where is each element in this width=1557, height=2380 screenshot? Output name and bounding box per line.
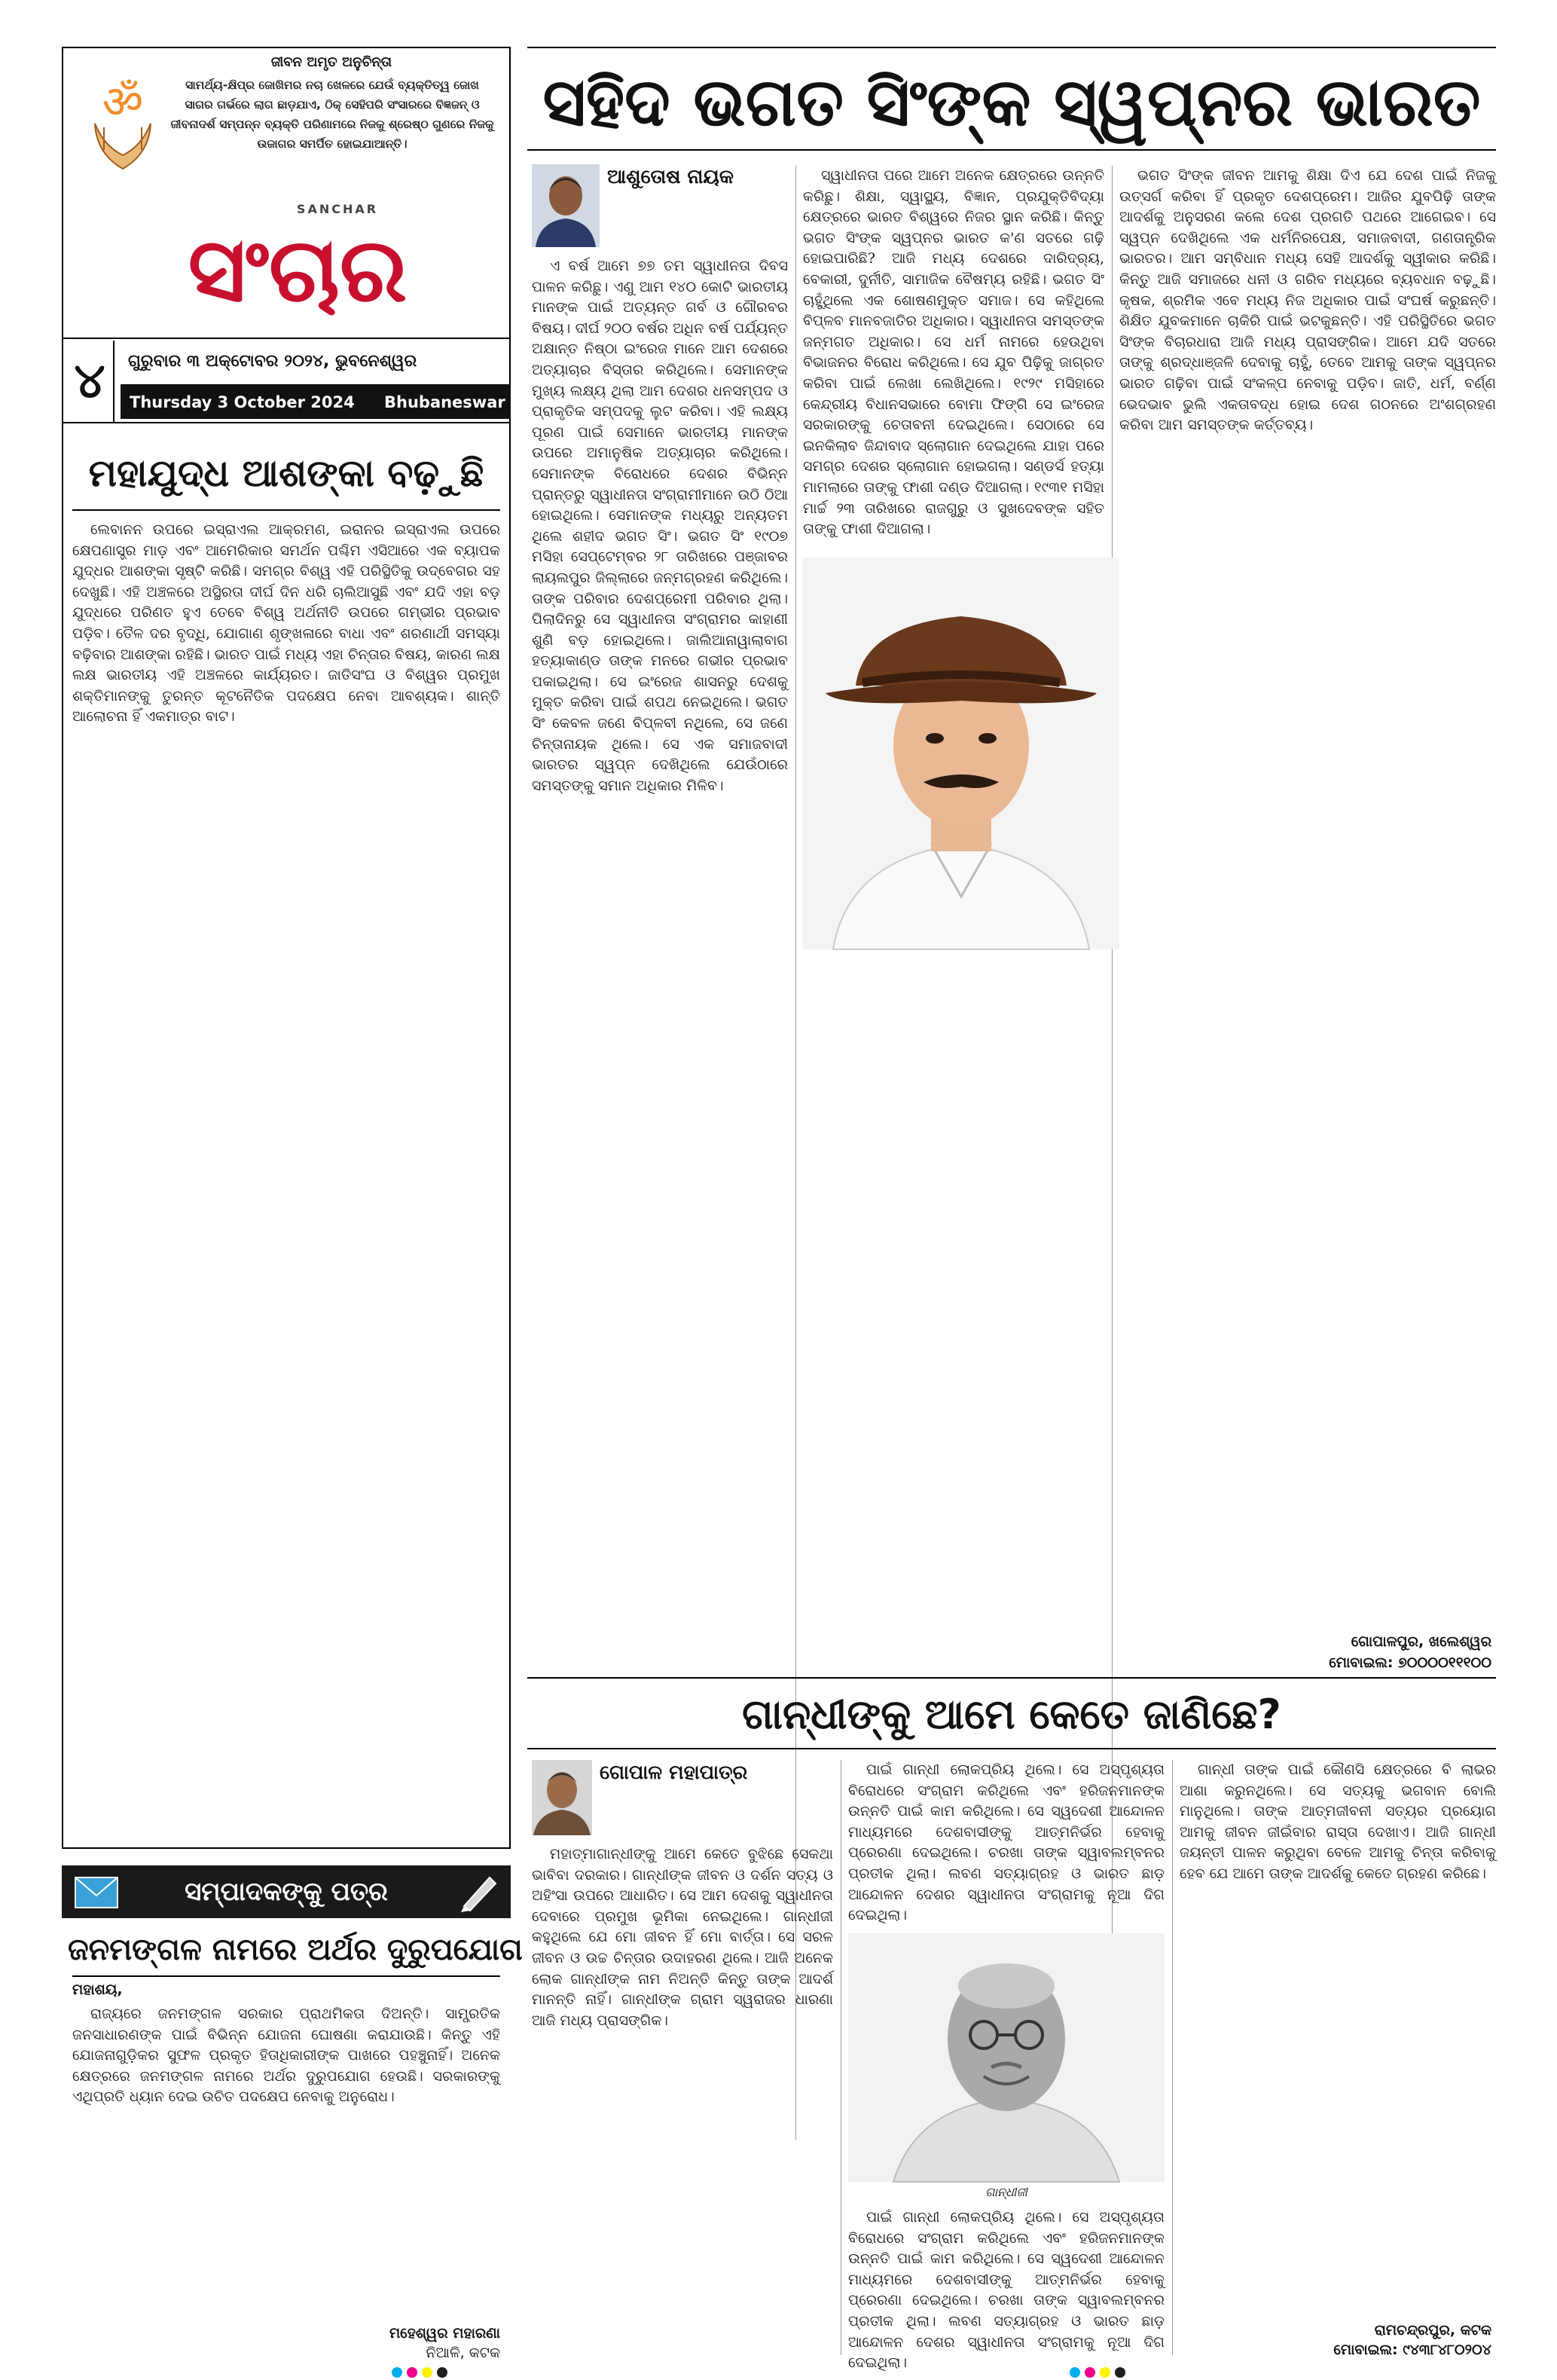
date-english: Thursday 3 October 2024 [130, 393, 355, 411]
letter-headline: ଜନମଙ୍ଗଳ ନାମରେ ଅର୍ଥର ଦୁରୁପଯୋଗ [68, 1932, 523, 1967]
article2-headline-rule [527, 1748, 1496, 1749]
sanchar-logo: ସଂଚାର [188, 218, 408, 322]
logo-latin: SANCHAR [296, 202, 379, 216]
envelope-icon [72, 1871, 121, 1912]
article2-headline: ଗାନ୍ଧୀଙ୍କୁ ଆମେ କେତେ ଜାଣିଛେ? [742, 1691, 1281, 1738]
article1-col-divider-1 [795, 166, 796, 2140]
article2-column-1 [532, 1844, 833, 2349]
letter-author: ମହେଶ୍ୱର ମହାରଣା [389, 2325, 500, 2342]
letter-place: ନିଆଳି, କଟକ [426, 2345, 500, 2361]
article2-col1-text: ମହାତ୍ମାଗାନ୍ଧୀଙ୍କୁ ଆମେ କେତେ ବୁଝିଛେ ସେକଥା ଭାବିବା ଦରକାର। ଗାନ୍ଧୀଙ୍କ ଜୀବନ ଓ ଦର୍ଶନ ସତ୍ୟ ଓ ଅହିଂସା ଉପରେ ଆଧାରିତ। ସେ ଆମ ଦେଶକୁ ସ୍ୱାଧୀନତା ଦେବାରେ ପ୍ରମୁଖ ଭୂମିକା ନେଇଥିଲେ। ଗାନ୍ଧୀଜୀ କହୁଥିଲେ ଯେ ମୋ ଜୀବନ ହିଁ ମୋ ବାର୍ତ୍ତା। ସେ ସରଳ ଜୀବନ ଓ ଉଚ୍ଚ ଚିନ୍ତାର ଉଦାହରଣ ଥିଲେ। ଆଜି ଅନେକ ଲୋକ ଗାନ୍ଧୀଙ୍କ ନାମ ନିଅନ୍ତି କିନ୍ତୁ ତାଙ୍କ ଆଦର୍ଶ ମାନନ୍ତି ନାହିଁ। ଗାନ୍ଧୀଙ୍କ ଗ୍ରାମ ସ୍ୱରାଜର ଧାରଣା ଆଜି ମଧ୍ୟ ପ୍ରାସଙ୍ଗିକ। [532, 1846, 833, 2029]
article2-top-rule [527, 1677, 1496, 1679]
editorial-body [72, 520, 500, 1840]
article1-headline-rule [527, 149, 1496, 151]
article2-column-3 [1180, 1760, 1496, 2317]
article2-column-2 [848, 1760, 1165, 1929]
article1-author-place: ଗୋପାଳପୁର, ଖଲେଶ୍ୱର [1351, 1633, 1491, 1650]
editorial-paragraph: ଲେବାନନ ଉପରେ ଇସ୍ରାଏଲ ଆକ୍ରମଣ, ଇରାନର ଇସ୍ରାଏଲ ଉପରେ କ୍ଷେପଣାସ୍ତ୍ର ମାଡ଼ ଏବଂ ଆମେରିକାର ସମର୍ଥନ ପଶ୍ଚିମ ଏସିଆରେ ଏକ ବ୍ୟାପକ ଯୁଦ୍ଧର ଆଶଙ୍କା ସୃଷ୍ଟି କରିଛି। ସମଗ୍ର ବିଶ୍ୱ ଏହି ପରିସ୍ଥିତିକୁ ଉଦ୍‌ବେଗର ସହ ଦେଖୁଛି। ଏହି ଅଞ୍ଚଳରେ ଅସ୍ଥିରତା ଦୀର୍ଘ ଦିନ ଧରି ଚାଲିଆସୁଛି ଏବଂ ଯଦି ଏହା ବଡ଼ ଯୁଦ୍ଧରେ ପରିଣତ ହୁଏ ତେବେ ବିଶ୍ୱ ଅର୍ଥନୀତି ଉପରେ ଗମ୍ଭୀର ପ୍ରଭାବ ପଡ଼ିବ। ତୈଳ ଦର ବୃଦ୍ଧି, ଯୋଗାଣ ଶୃଙ୍ଖଳାରେ ବାଧା ଏବଂ ଶରଣାର୍ଥୀ ସମସ୍ୟା ବଢ଼ିବାର ଆଶଙ୍କା ରହିଛି। ଭାରତ ପାଇଁ ମଧ୍ୟ ଏହା ଚିନ୍ତାର ବିଷୟ, କାରଣ ଲକ୍ଷ ଲକ୍ଷ ଭାରତୀୟ ଏହି ଅଞ୍ଚଳରେ କାର୍ଯ୍ୟରତ। ଜାତିସଂଘ ଓ ବିଶ୍ୱର ପ୍ରମୁଖ ଶକ୍ତିମାନଙ୍କୁ ତୁରନ୍ତ କୂଟନୈତିକ ପଦକ୍ଷେପ ନେବା ଆବଶ୍ୟକ। ଶାନ୍ତି ଆଲୋଚନା ହିଁ ଏକମାତ୍ର ବାଟ। [72, 521, 500, 726]
article2-col-divider-2 [1172, 1760, 1173, 2355]
registration-dot-magenta [1085, 2367, 1095, 2378]
article1-headline: ସହିଦ ଭଗତ ସିଂଙ୍କ ସ୍ୱପ୍ନର ଭାରତ [542, 63, 1481, 141]
article1-col3-text: ଭଗତ ସିଂଙ୍କ ଜୀବନ ଆମକୁ ଶିକ୍ଷା ଦିଏ ଯେ ଦେଶ ପାଇଁ ନିଜକୁ ଉତ୍ସର୍ଗ କରିବା ହିଁ ପ୍ରକୃତ ଦେଶପ୍ରେମ। ଆଜିର ଯୁବପିଢ଼ି ତାଙ୍କ ଆଦର୍ଶକୁ ଅନୁସରଣ କଲେ ଦେଶ ପ୍ରଗତି ପଥରେ ଆଗେଇବ। ସେ ସ୍ୱପ୍ନ ଦେଖିଥିଲେ ଏକ ଧର୍ମନିରପେକ୍ଷ, ସମାଜବାଦୀ, ଗଣତାନ୍ତ୍ରିକ ଭାରତର। ଆମ ସମ୍ବିଧାନ ମଧ୍ୟ ସେହି ଆଦର୍ଶକୁ ସ୍ୱୀକାର କରିଛି। କିନ୍ତୁ ଆଜି ସମାଜରେ ଧନୀ ଓ ଗରିବ ମଧ୍ୟରେ ବ୍ୟବଧାନ ବଢ଼ୁଛି। କୃଷକ, ଶ୍ରମିକ ଏବେ ମଧ୍ୟ ନିଜ ଅଧିକାର ପାଇଁ ସଂଘର୍ଷ କରୁଛନ୍ତି। ଶିକ୍ଷିତ ଯୁବକମାନେ ଚାକିରି ପାଇଁ ଭଟକୁଛନ୍ତି। ଏହି ପରିସ୍ଥିତିରେ ଭଗତ ସିଂଙ୍କ ବିଚାରଧାରା ଆଜି ମଧ୍ୟ ପ୍ରାସଙ୍ଗିକ। ଆମେ ଯଦି ସତରେ ତାଙ୍କୁ ଶ୍ରଦ୍ଧାଞ୍ଜଳି ଦେବାକୁ ଚାହୁଁ, ତେବେ ଆମକୁ ତାଙ୍କ ସ୍ୱପ୍ନର ଭାରତ ଗଢ଼ିବା ପାଇଁ ସଂକଳ୍ପ ନେବାକୁ ପଡ଼ିବ। ଜାତି, ଧର୍ମ, ବର୍ଣ୍ଣ ଭେଦଭାବ ଭୁଲି ଏକତାବଦ୍ଧ ହୋଇ ଦେଶ ଗଠନରେ ଅଂଶଗ୍ରହଣ କରିବା ଆମ ସମସ୍ତଙ୍କ କର୍ତ୍ତବ୍ୟ। [1119, 167, 1496, 434]
masthead-tagline: ଜୀବନ ଅମୃତ ଅନୁଚିନ୍ତା [270, 54, 392, 70]
article2-author-place: ରାମଚନ୍ଦ୍ରପୁର, କଟକ [1374, 2322, 1491, 2339]
editorial-headline: ମହାଯୁଦ୍ଧ ଆଶଙ୍କା ବଢ଼ୁଛି [88, 451, 484, 495]
editorial-headline-rule [72, 509, 500, 511]
registration-dot-yellow [422, 2367, 432, 2378]
registration-dot-black [437, 2367, 447, 2378]
gandhi-portrait [848, 1933, 1165, 2182]
letter-paragraph: ରାଜ୍ୟରେ ଜନମଙ୍ଗଳ ସରକାର ପ୍ରାଥମିକତା ଦିଅନ୍ତି। ସାମ୍ପ୍ରତିକ ଜନସାଧାରଣଙ୍କ ପାଇଁ ବିଭିନ୍ନ ଯୋଜନା ଘୋଷଣା କରାଯାଉଛି। କିନ୍ତୁ ଏହି ଯୋଜନାଗୁଡ଼ିକର ସୁଫଳ ପ୍ରକୃତ ହିତାଧିକାରୀଙ୍କ ପାଖରେ ପହଞ୍ଚୁନାହିଁ। ଅନେକ କ୍ଷେତ୍ରରେ ଜନମଙ୍ଗଳ ନାମରେ ଅର୍ଥର ଦୁରୁପଯୋଗ ହେଉଛି। ସରକାରଙ୍କୁ ଏଥିପ୍ରତି ଧ୍ୟାନ ଦେଇ ଉଚିତ ପଦକ୍ଷେପ ନେବାକୁ ଅନୁରୋଧ। [72, 2006, 500, 2106]
page-number: ୪ [66, 341, 114, 422]
article2-col2b-text: ପାଇଁ ଗାନ୍ଧୀ ଲୋକପ୍ରିୟ ଥିଲେ। ସେ ଅସ୍ପୃଶ୍ୟତା ବିରୋଧରେ ସଂଗ୍ରାମ କରିଥିଲେ ଏବଂ ହରିଜନମାନଙ୍କ ଉନ୍ନତି ପାଇଁ କାମ କରିଥିଲେ। ସେ ସ୍ୱଦେଶୀ ଆନ୍ଦୋଳନ ମାଧ୍ୟମରେ ଦେଶବାସୀଙ୍କୁ ଆତ୍ମନିର୍ଭର ହେବାକୁ ପ୍ରେରଣା ଦେଇଥିଲେ। ଚରଖା ତାଙ୍କ ସ୍ୱାବଲମ୍ବନର ପ୍ରତୀକ ଥିଲା। ଲବଣ ସତ୍ୟାଗ୍ରହ ଓ ଭାରତ ଛାଡ଼ ଆନ୍ଦୋଳନ ଦେଶର ସ୍ୱାଧୀନତା ସଂଗ୍ରାମକୁ ନୂଆ ଦିଗ ଦେଇଥିଲା। [848, 2209, 1165, 2372]
author-photo-gopal [532, 1760, 592, 1835]
article1-col1-text: ଏ ବର୍ଷ ଆମେ ୭୭ ତମ ସ୍ୱାଧୀନତା ଦିବସ ପାଳନ କରିଛୁ। ଏଣୁ ଆମ ୧୪୦ କୋଟି ଭାରତୀୟ ମାନଙ୍କ ପାଇଁ ଅତ୍ୟନ୍ତ ଗର୍ବ ଓ ଗୌରବର ବିଷୟ। ଦୀର୍ଘ ୨୦୦ ବର୍ଷର ଅଧିନ ବର୍ଷ ପର୍ଯ୍ୟନ୍ତ ଅକ୍ଷାନ୍ତ ନିଷ୍ଠା ଇଂରେଜ ମାନେ ଆମ ଦେଶରେ ଅତ୍ୟାଚାର ବିସ୍ତାର କରିଥିଲେ। ସେମାନଙ୍କ ମୁଖ୍ୟ ଲକ୍ଷ୍ୟ ଥିଲା ଆମ ଦେଶର ଧନସମ୍ପଦ ଓ ପ୍ରାକୃତିକ ସମ୍ପଦକୁ ଲୁଟ କରିବା। ଏହି ଲକ୍ଷ୍ୟ ପୂରଣ ପାଇଁ ସେମାନେ ଭାରତୀୟ ମାନଙ୍କ ଉପରେ ଅମାନୁଷିକ ଅତ୍ୟାଚାର କରିଥିଲେ। ସେମାନଙ୍କ ବିରୋଧରେ ଦେଶର ବିଭିନ୍ନ ପ୍ରାନ୍ତରୁ ସ୍ୱାଧୀନତା ସଂଗ୍ରାମୀମାନେ ଉଠି ଠିଆ ହୋଇଥିଲେ। ସେମାନଙ୍କ ମଧ୍ୟରୁ ଅନ୍ୟତମ ଥିଲେ ଶହୀଦ ଭଗତ ସିଂ। ଭଗତ ସିଂ ୧୯୦୭ ମସିହା ସେପ୍ଟେମ୍ବର ୨୮ ତାରିଖରେ ପଞ୍ଜାବର ଲାୟଲପୁର ଜିଲ୍ଲାରେ ଜନ୍ମଗ୍ରହଣ କରିଥିଲେ। ତାଙ୍କ ପରିବାର ଦେଶପ୍ରେମୀ ପରିବାର ଥିଲା। ପିଲାଦିନରୁ ସେ ସ୍ୱାଧୀନତା ସଂଗ୍ରାମର କାହାଣୀ ଶୁଣି ବଡ଼ ହୋଇଥିଲେ। ଜାଲିଆନାୱାଲାବାଗ ହତ୍ୟାକାଣ୍ଡ ତାଙ୍କ ମନରେ ଗଭୀର ପ୍ରଭାବ ପକାଇଥିଲା। ସେ ଇଂରେଜ ଶାସନରୁ ଦେଶକୁ ମୁକ୍ତ କରିବା ପାଇଁ ଶପଥ ନେଇଥିଲେ। ଭଗତ ସିଂ କେବଳ ଜଣେ ବିପ୍ଳବୀ ନଥିଲେ, ସେ ଜଣେ ଚିନ୍ତାନାୟକ ଥିଲେ। ସେ ଏକ ସମାଜବାଦୀ ଭାରତର ସ୍ୱପ୍ନ ଦେଖିଥିଲେ ଯେଉଁଠାରେ ସମସ୍ତଙ୍କୁ ସମାନ ଅଧିକାର ମିଳିବ। [532, 258, 788, 794]
bhagat-singh-portrait [803, 558, 1119, 949]
date-strip-bottom-rule [62, 422, 511, 423]
registration-dot-cyan [392, 2367, 402, 2378]
letter-salutation: ମହାଶୟ, [72, 1981, 123, 1998]
masthead-quote: ସାମର୍ଥ୍ୟ-କ୍ଷିପ୍ର ଜୋଖିମର ନଚା ଖେଳରେ ଯେଉଁ ବ୍ୟକ୍ତିତ୍ୱ ଜୋଖ ସାଗର ଗର୍ଭରେ ଲାଗ ଛାଡ଼ଯାଏ, ଠିକ୍ ସେହିପରି ସଂସାରରେ ବିଜ୍ଞଜନ୍ ଓ ଜୀବନାଦର୍ଶ ସମ୍ପନ୍ନ ବ୍ୟକ୍ତି ପରିଣାମରେ ନିଜକୁ ଶ୍ରେଷ୍ଠ ଗୁଣରେ ନିଜକୁ ଉଜାଗର ସମର୍ପିତ ହୋଇଯାଆନ୍ତି। [170, 78, 494, 151]
article1-col2-text: ସ୍ୱାଧୀନତା ପରେ ଆମେ ଅନେକ କ୍ଷେତ୍ରରେ ଉନ୍ନତି କରିଛୁ। ଶିକ୍ଷା, ସ୍ୱାସ୍ଥ୍ୟ, ବିଜ୍ଞାନ, ପ୍ରଯୁକ୍ତିବିଦ୍ୟା କ୍ଷେତ୍ରରେ ଭାରତ ବିଶ୍ୱରେ ନିଜର ସ୍ଥାନ କରିଛି। କିନ୍ତୁ ଭଗତ ସିଂଙ୍କ ସ୍ୱପ୍ନର ଭାରତ କ'ଣ ସତରେ ଗଢ଼ି ହୋଇପାରିଛି? ଆଜି ମଧ୍ୟ ଦେଶରେ ଦାରିଦ୍ର୍ୟ, ବେକାରୀ, ଦୁର୍ନୀତି, ସାମାଜିକ ବୈଷମ୍ୟ ରହିଛି। ଭଗତ ସିଂ ଚାହୁଁଥିଲେ ଏକ ଶୋଷଣମୁକ୍ତ ସମାଜ। ସେ କହିଥିଲେ ବିପ୍ଳବ ମାନବଜାତିର ଅଧିକାର। ସ୍ୱାଧୀନତା ସମସ୍ତଙ୍କ ଜନ୍ମଗତ ଅଧିକାର। ସେ ଧର୍ମ ନାମରେ ହେଉଥିବା ବିଭାଜନର ବିରୋଧ କରିଥିଲେ। ସେ ଯୁବ ପିଢ଼ିକୁ ଜାଗ୍ରତ କରିବା ପାଇଁ ଲେଖା ଲେଖିଥିଲେ। ୧୯୨୯ ମସିହାରେ କେନ୍ଦ୍ରୀୟ ବିଧାନସଭାରେ ବୋମା ଫିଙ୍ଗି ସେ ଇଂରେଜ ସରକାରଙ୍କୁ ଚେତାବନୀ ଦେଇଥିଲେ। ସେଠାରେ ସେ ଇନକିଲାବ ଜିନ୍ଦାବାଦ ସ୍ଲୋଗାନ ଦେଇଥିଲେ ଯାହା ପରେ ସମଗ୍ର ଦେଶର ସ୍ଲୋଗାନ ହୋଇଗଲା। ସଣ୍ଡର୍ସ ହତ୍ୟା ମାମଲାରେ ତାଙ୍କୁ ଫାଶୀ ଦଣ୍ଡ ଦିଆଗଲା। ୧୯୩୧ ମସିହା ମାର୍ଚ୍ଚ ୨୩ ତାରିଖରେ ରାଜଗୁରୁ ଓ ସୁଖଦେବଙ୍କ ସହିତ ତାଙ୍କୁ ଫାଶୀ ଦିଆଗଲା। [803, 167, 1104, 538]
city-english: Bhubaneswar [384, 393, 505, 411]
pen-icon [456, 1871, 502, 1912]
article1-author: ଆଶୁତୋଷ ନାୟକ [607, 166, 734, 188]
article2-col2-text: ପାଇଁ ଗାନ୍ଧୀ ଲୋକପ୍ରିୟ ଥିଲେ। ସେ ଅସ୍ପୃଶ୍ୟତା ବିରୋଧରେ ସଂଗ୍ରାମ କରିଥିଲେ ଏବଂ ହରିଜନମାନଙ୍କ ଉନ୍ନତି ପାଇଁ କାମ କରିଥିଲେ। ସେ ସ୍ୱଦେଶୀ ଆନ୍ଦୋଳନ ମାଧ୍ୟମରେ ଦେଶବାସୀଙ୍କୁ ଆତ୍ମନିର୍ଭର ହେବାକୁ ପ୍ରେରଣା ଦେଇଥିଲେ। ଚରଖା ତାଙ୍କ ସ୍ୱାବଲମ୍ବନର ପ୍ରତୀକ ଥିଲା। ଲବଣ ସତ୍ୟାଗ୍ରହ ଓ ଭାରତ ଛାଡ଼ ଆନ୍ଦୋଳନ ଦେଶର ସ୍ୱାଧୀନତା ସଂଗ୍ରାମକୁ ନୂଆ ଦିଗ ଦେଇଥିଲା। [848, 1761, 1165, 1924]
registration-dot-yellow [1100, 2367, 1110, 2378]
registration-dot-black [1115, 2367, 1125, 2378]
article2-column-2b [848, 2207, 1165, 2372]
gandhi-caption: ଗାନ୍ଧୀଜୀ [985, 2185, 1027, 2199]
article2-col3-text: ଗାନ୍ଧୀ ତାଙ୍କ ପାଇଁ କୌଣସି କ୍ଷେତ୍ରରେ ବି ଲାଭର ଆଶା କରୁନଥିଲେ। ସେ ସତ୍ୟକୁ ଭଗବାନ ବୋଲି ମାନୁଥିଲେ। ତାଙ୍କ ଆତ୍ମଜୀବନୀ ସତ୍ୟର ପ୍ରୟୋଗ ଆମକୁ ଜୀବନ ଜୀଇଁବାର ରାସ୍ତା ଦେଖାଏ। ଆଜି ଗାନ୍ଧୀ ଜୟନ୍ତୀ ପାଳନ କରୁଥିବା ବେଳେ ଆମକୁ ଚିନ୍ତା କରିବାକୁ ହେବ ଯେ ଆମେ ତାଙ୍କ ଆଦର୍ଶକୁ କେତେ ଗ୍ରହଣ କରିଛେ। [1180, 1761, 1496, 1882]
registration-dot-cyan [1070, 2367, 1080, 2378]
date-strip-top-rule [62, 338, 511, 339]
om-hands-logo [89, 71, 157, 184]
letter-body [72, 2004, 500, 2320]
letter-headline-rule [72, 1975, 500, 1977]
article1-top-rule [527, 47, 1496, 48]
article1-author-phone: ମୋବାଇଲ: ୭୦୦୦୦୧୧୧୦୦ [1329, 1654, 1491, 1671]
article2-author: ଗୋପାଳ ମହାପାତ୍ର [600, 1761, 748, 1784]
registration-marks-bottom [0, 2366, 1557, 2380]
letters-section-title: ସମ୍ପାଦକଙ୍କୁ ପତ୍ର [185, 1877, 388, 1907]
registration-dot-magenta [407, 2367, 417, 2378]
date-odia: ଗୁରୁବାର ୩ ଅକ୍ଟୋବର ୨୦୨୪, ଭୁବନେଶ୍ୱର [128, 352, 417, 371]
svg-text:ॐ: ॐ [102, 76, 144, 129]
article2-author-phone: ମୋବାଇଲ: ୯୪୩୮୪୮୦୨୦୪ [1333, 2342, 1491, 2358]
author-photo-ashutosh [532, 164, 600, 247]
